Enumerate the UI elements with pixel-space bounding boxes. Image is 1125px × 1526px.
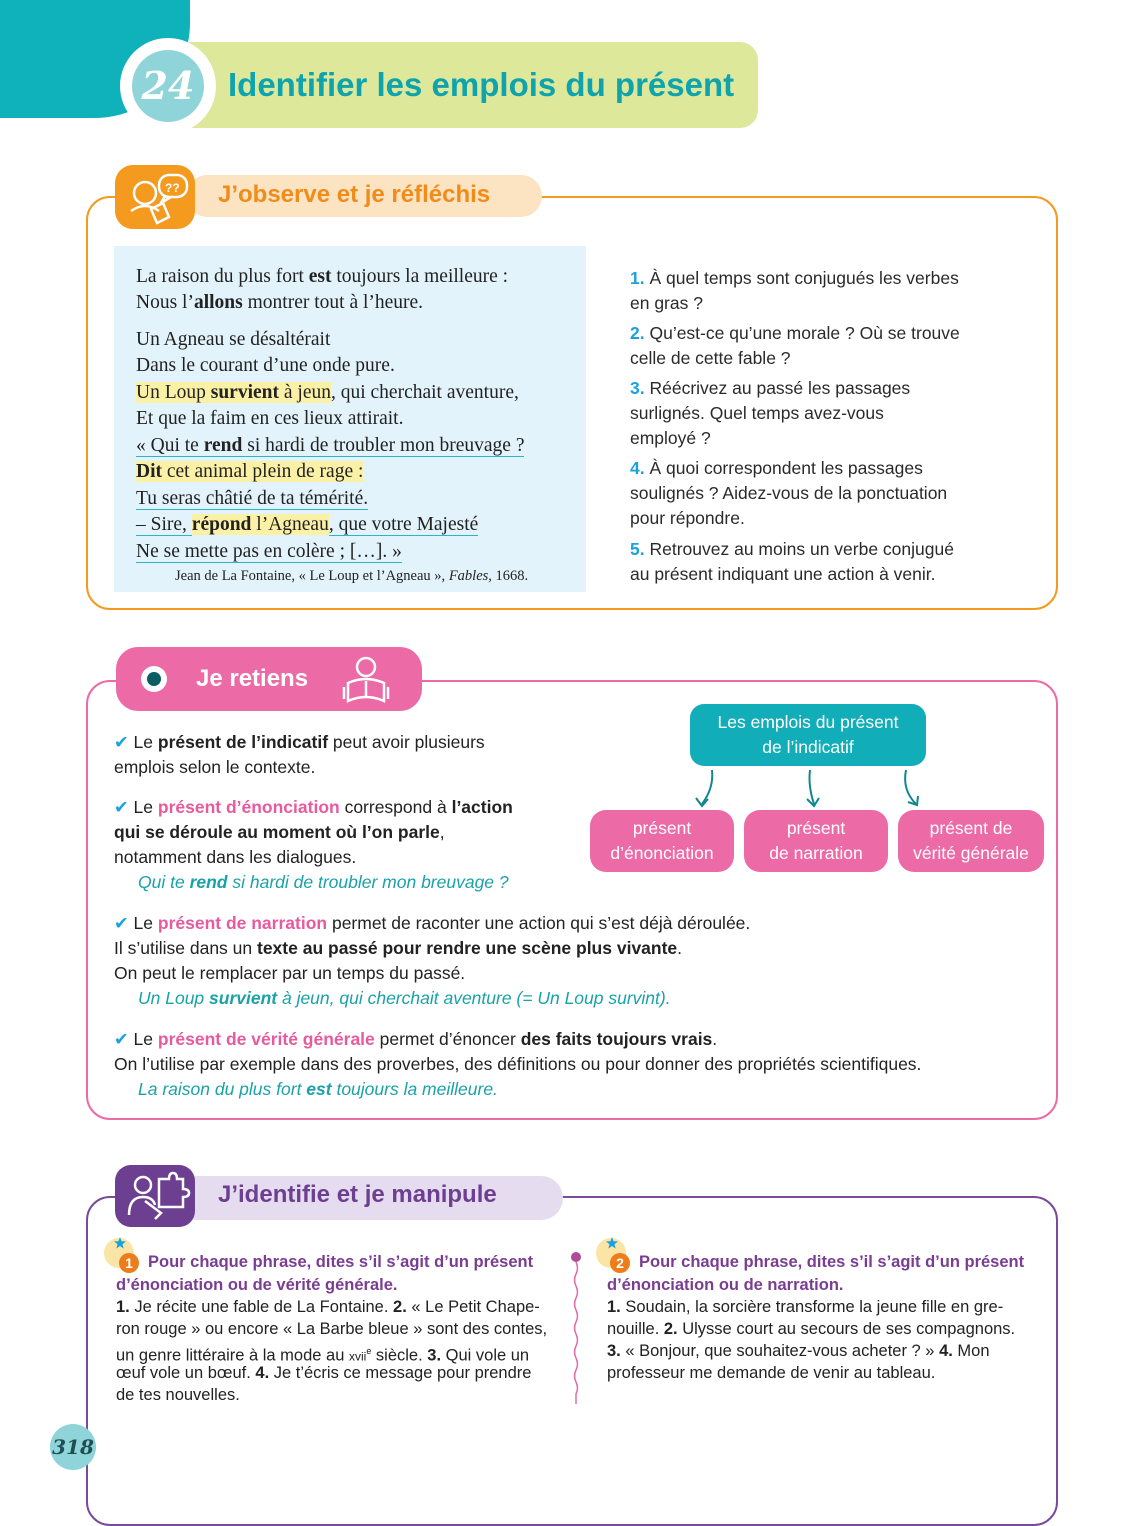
poem-line-4: Dans le courant d’une onde pure. <box>136 355 395 376</box>
exercise-2-line-1: 1. Soudain, la sorcière transforme la jeune fille en gre- <box>607 1298 1004 1316</box>
rule-4-example: La raison du plus fort est toujours la meilleure. <box>138 1079 498 1099</box>
poem-line-2: Nous l’allons montrer tout à l’heure. <box>136 292 424 313</box>
speech-bubbles-icon <box>115 165 195 229</box>
rule-3-line-2: Il s’utilise dans un texte au passé pour rendre une scène plus vivante. <box>114 938 683 958</box>
poem-line-7: « Qui te rend si hardi de troubler mon breuvage ? <box>136 435 525 456</box>
rule-4-line-1: ✔ Le présent de vérité générale permet d’énoncer des faits toujours vrais. <box>114 1029 718 1049</box>
manipule-label: J’identifie et je manipule <box>218 1181 497 1208</box>
rule-3-line-3: On peut le remplacer par un temps du passé. <box>114 963 466 983</box>
manipule-tab-icon-box <box>115 1165 195 1227</box>
exercise-1-line-1: 1. Je récite une fable de La Fontaine. 2. « Le Petit Chape- <box>116 1298 540 1316</box>
poem-line-11: Ne se mette pas en colère ; […]. » <box>136 541 402 562</box>
people-puzzle-icon <box>115 1165 195 1227</box>
poem-credit: Jean de La Fontaine, « Le Loup et l’Agneau », Fables, 1668. <box>175 568 529 584</box>
reader-icon <box>340 655 392 710</box>
diagram-branch-narration: présent de narration <box>744 810 888 872</box>
rule-1-line-2: emplois selon le contexte. <box>114 757 316 777</box>
rule-2-example: Qui te rend si hardi de troubler mon breuvage ? <box>138 872 509 892</box>
exercise-1-line-5: de tes nouvelles. <box>116 1386 240 1404</box>
svg-text:??: ?? <box>165 181 180 195</box>
exercise-2-instruction-line-2: d’énonciation ou de narration. <box>607 1276 844 1294</box>
exercise-2-line-2: nouille. 2. Ulysse court au secours de ses compagnons. <box>607 1320 1016 1338</box>
observe-tab-icon-box <box>115 165 195 229</box>
poem-line-6: Et que la faim en ces lieux attirait. <box>136 408 404 429</box>
diagram-branch-enonciation: présent d’énonciation <box>590 810 734 872</box>
poem-line-3: Un Agneau se désaltérait <box>136 329 331 350</box>
poem-line-5: Un Loup survient à jeun, qui cherchait aventure, <box>136 382 519 403</box>
exercise-1-line-4: œuf vole un bœuf. 4. Je t’écris ce message pour prendre <box>116 1364 532 1382</box>
diagram-arrows <box>680 764 940 812</box>
question-5: 5. Retrouvez au moins un verbe conjugué au présent indiquant une action à venir. <box>630 539 954 584</box>
exercise-2-instruction-line-1: Pour chaque phrase, dites s’il s’agit d’un présent <box>639 1253 1025 1271</box>
star-icon <box>113 1236 127 1250</box>
poem-line-1: La raison du plus fort est toujours la meilleure : <box>136 266 509 287</box>
rule-3-example: Un Loup survient à jeun, qui cherchait aventure (= Un Loup survint). <box>138 988 671 1008</box>
chapter-number: 24 <box>132 50 204 122</box>
exercise-1-line-2: ron rouge » ou encore « La Barbe bleue » sont des contes, <box>116 1320 548 1338</box>
star-icon <box>605 1236 619 1250</box>
exercise-2-number: 2 <box>610 1253 630 1273</box>
poem-line-9: Tu seras châtié de ta témérité. <box>136 488 369 509</box>
bullet-icon-center <box>147 672 161 686</box>
rule-2-line-1: ✔ Le présent d’énonciation correspond à l’action <box>114 797 513 817</box>
question-1: 1. À quel temps sont conjugués les verbes en gras ? <box>630 268 959 313</box>
question-2: 2. Qu’est-ce qu’une morale ? Où se trouve celle de cette fable ? <box>630 323 960 368</box>
exercise-1-number: 1 <box>119 1253 139 1273</box>
column-divider <box>574 1254 578 1404</box>
page-number: 318 <box>50 1424 96 1470</box>
diagram-root: Les emplois du présent de l’indicatif <box>690 704 926 766</box>
exercise-2-line-3: 3. « Bonjour, que souhaitez-vous acheter ? » 4. Mon <box>607 1342 990 1360</box>
rule-2-line-2: qui se déroule au moment où l’on parle, <box>114 822 445 842</box>
rule-4-line-2: On l’utilise par exemple dans des proverbes, des définitions ou pour donner des propriétés scientifiques. <box>114 1054 922 1074</box>
diagram-branch-verite: présent de vérité générale <box>898 810 1044 872</box>
poem-line-10: – Sire, répond l’Agneau, que votre Majesté <box>136 514 479 535</box>
page-title: Identifier les emplois du présent <box>228 66 735 103</box>
exercise-2-line-4: professeur me demande de venir au tableau. <box>607 1364 936 1382</box>
poem-line-8: Dit cet animal plein de rage : <box>136 461 364 482</box>
rule-2-line-3: notamment dans les dialogues. <box>114 847 357 867</box>
question-4: 4. À quoi correspondent les passages soulignés ? Aidez-vous de la ponctuation pour répondre. <box>630 458 948 528</box>
rule-1-line-1: ✔ Le présent de l’indicatif peut avoir plusieurs <box>114 732 485 752</box>
observe-label: J’observe et je réfléchis <box>218 181 491 208</box>
exercise-1-instruction-line-2: d’énonciation ou de vérité générale. <box>116 1276 398 1294</box>
question-3: 3. Réécrivez au passé les passages surlignés. Quel temps avez-vous employé ? <box>630 378 911 448</box>
retiens-label: Je retiens <box>196 665 309 692</box>
rule-3-line-1: ✔ Le présent de narration permet de raconter une action qui s’est déjà déroulée. <box>114 913 751 933</box>
exercise-1-instruction-line-1: Pour chaque phrase, dites s’il s’agit d’un présent <box>148 1253 534 1271</box>
exercise-1-line-3: un genre littéraire à la mode au xvii$^e$ siècle. 3. Qui vole un <box>116 1346 530 1365</box>
